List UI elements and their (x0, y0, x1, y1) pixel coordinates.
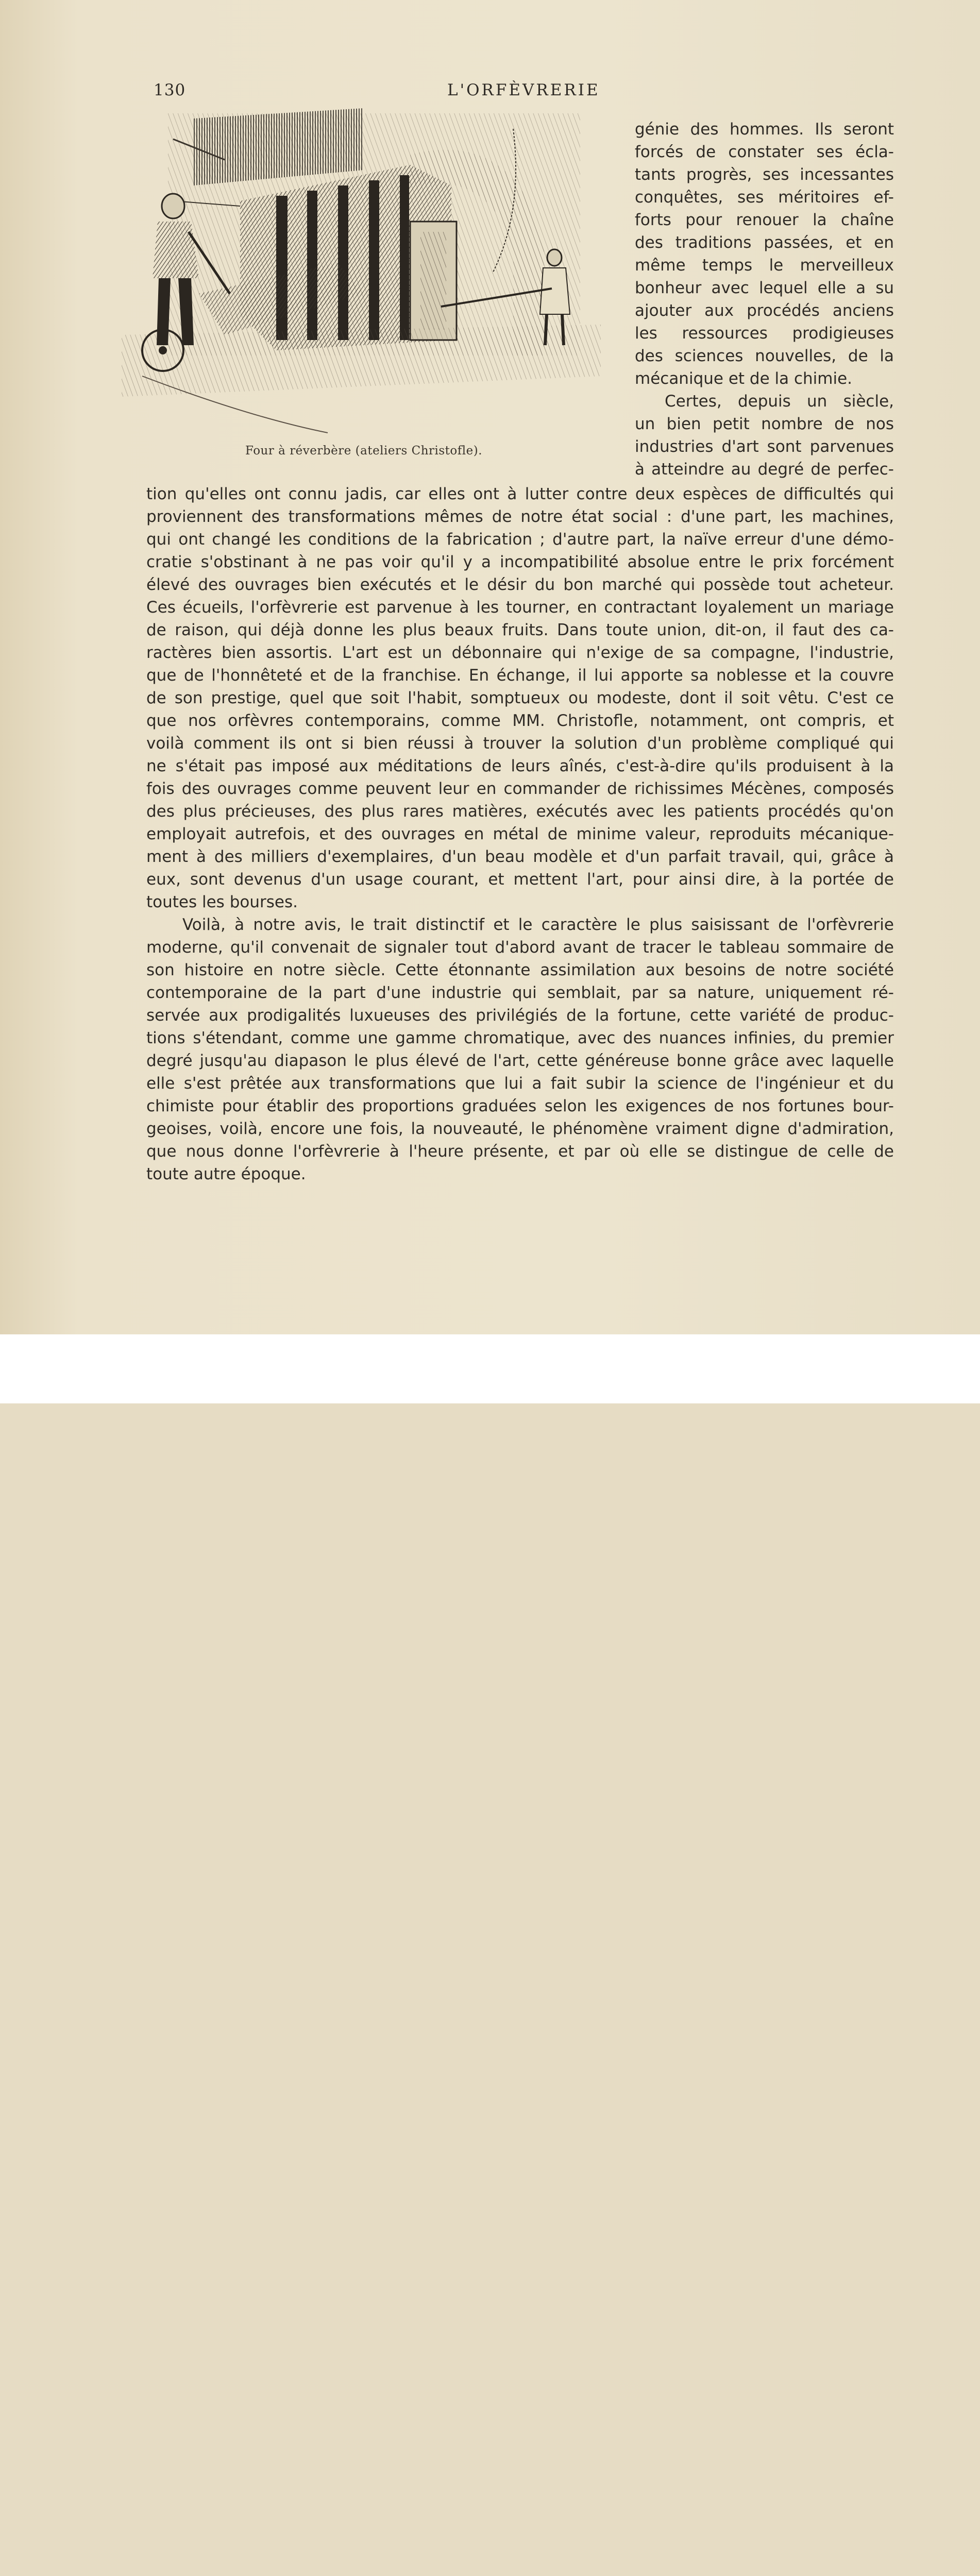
text-line: voilà comment ils ont si bien réussi à trouver la solution d'un problème compliqué qui (146, 734, 894, 753)
text-line: que nos orfèvres contemporains, comme MM. Christofle, notamment, ont compris, et (146, 711, 894, 730)
text-line: eux, sont devenus d'un usage courant, et mettent l'art, pour ainsi dire, à la portée de (146, 870, 894, 889)
text-line: cratie s'obstinant à ne pas voir qu'il y a incompatibilité absolue entre le prix forcément (146, 553, 894, 571)
text-line: de raison, qui déjà donne les plus beaux fruits. Dans toute union, dit-on, il faut des ca- (146, 621, 894, 639)
text-line: degré jusqu'au diapason le plus élevé de l'art, cette généreuse bonne grâce avec laquelle (146, 1052, 894, 1070)
page-number: 130 (154, 81, 186, 99)
running-title: L'ORFÈVRERIE (447, 81, 600, 99)
text-line: de son prestige, quel que soit l'habit, somptueux ou modeste, dont il soit vêtu. C'est ce (146, 689, 894, 707)
text-line: ajouter aux procédés anciens (635, 301, 894, 320)
text-line: toute autre époque. (146, 1165, 306, 1183)
text-line: geoises, voilà, encore une fois, la nouveauté, le phénomène vraiment digne d'admiration, (146, 1120, 894, 1138)
text-line: que de l'honnêteté et de la franchise. En échange, il lui apporte sa noblesse et la couvre (146, 666, 894, 685)
text-line: fois des ouvrages comme peuvent leur en commander de richissimes Mécènes, composés (146, 779, 894, 798)
text-line: un bien petit nombre de nos (635, 415, 894, 433)
text-line: mécanique et de la chimie. (635, 369, 853, 388)
text-line: des plus précieuses, des plus rares matières, exécutés avec les patients procédés qu'on (146, 802, 894, 821)
text-line: toutes les bourses. (146, 893, 298, 911)
text-line: elle s'est prêtée aux transformations que lui a fait subir la science de l'ingénieur et du (146, 1074, 894, 1093)
text-line: employait autrefois, et des ouvrages en métal de minime valeur, reproduits mécanique- (146, 825, 894, 843)
text-line: forts pour renouer la chaîne (635, 211, 894, 229)
text-line: même temps le merveilleux (635, 256, 894, 275)
text-line: des traditions passées, et en (635, 233, 894, 252)
engraving-illustration (122, 108, 601, 438)
text-line: génie des hommes. Ils seront (635, 120, 894, 139)
text-line: Certes, depuis un siècle, (665, 392, 894, 411)
text-line: à atteindre au degré de perfec- (635, 460, 894, 479)
text-line: élevé des ouvrages bien exécutés et le désir du bon marché qui possède tout acheteur. (146, 575, 894, 594)
text-line: que nous donne l'orfèvrerie à l'heure présente, et par où elle se distingue de celle de (146, 1142, 894, 1161)
text-line: tion qu'elles ont connu jadis, car elles ont à lutter contre deux espèces de difficultés qui (146, 485, 894, 503)
text-line: servée aux prodigalités luxueuses des privilégiés de la fortune, cette variété de produc- (146, 1006, 894, 1025)
text-line: tions s'étendant, comme une gamme chromatique, avec des nuances infinies, du premier (146, 1029, 894, 1047)
text-line: des sciences nouvelles, de la (635, 347, 894, 365)
text-line: ment à des milliers d'exemplaires, d'un beau modèle et d'un parfait travail, qui, grâce à (146, 848, 894, 866)
text-line: conquêtes, ses méritoires ef- (635, 188, 894, 207)
text-line: contemporaine de la part d'une industrie qui semblait, par sa nature, uniquement ré- (146, 984, 894, 1002)
text-line: moderne, qu'il convenait de signaler tout d'abord avant de tracer le tableau sommaire de (146, 938, 894, 957)
text-line: forcés de constater ses écla- (635, 143, 894, 161)
text-line: tants progrès, ses incessantes (635, 165, 894, 184)
text-line: Ces écueils, l'orfèvrerie est parvenue à les tourner, en contractant loyalement un mariage (146, 598, 894, 617)
text-line: bonheur avec lequel elle a su (635, 279, 894, 297)
text-line: son histoire en notre siècle. Cette étonnante assimilation aux besoins de notre société (146, 961, 894, 979)
text-line: les ressources prodigieuses (635, 324, 894, 343)
text-line: proviennent des transformations mêmes de notre état social : d'une part, les machines, (146, 507, 894, 526)
text-line: ne s'était pas imposé aux méditations de leurs aînés, c'est-à-dire qu'ils produisent à la (146, 757, 894, 775)
text-line: Voilà, à notre avis, le trait distinctif et le caractère le plus saisissant de l'orfèvrerie (182, 916, 894, 934)
figure-caption: Four à réverbère (ateliers Christofle). (245, 444, 483, 457)
text-line: ractères bien assortis. L'art est un débonnaire qui n'exige de sa compagne, l'industrie, (146, 643, 894, 662)
text-line: chimiste pour établir des proportions graduées selon les exigences de nos fortunes bour- (146, 1097, 894, 1115)
text-line: qui ont changé les conditions de la fabrication ; d'autre part, la naïve erreur d'une démo- (146, 530, 894, 549)
digitization-footer (0, 1334, 980, 1403)
text-line: industries d'art sont parvenues (635, 437, 894, 456)
